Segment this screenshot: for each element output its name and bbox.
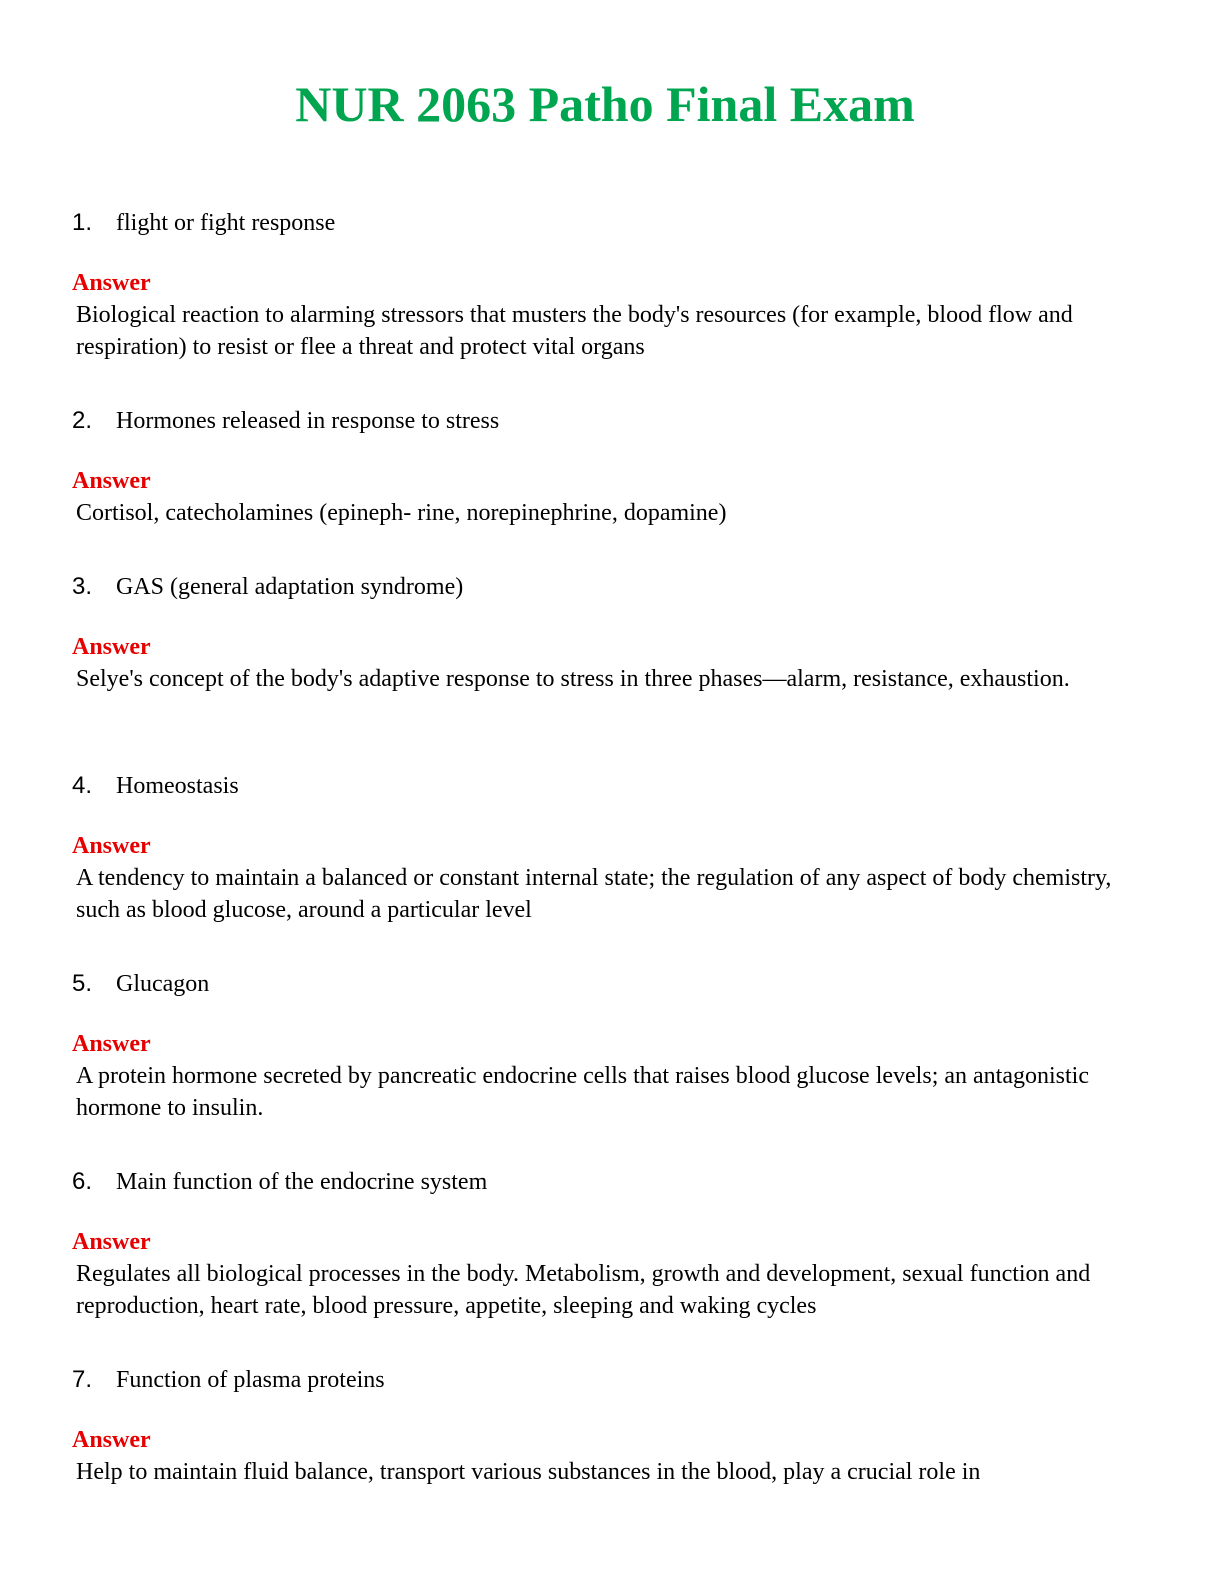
question-line <box>72 205 1132 241</box>
question-text: Glucagon <box>116 971 210 997</box>
question-line <box>72 966 1132 1002</box>
question-text: GAS (general adaptation syndrome) <box>116 574 464 600</box>
question-text: Homeostasis <box>116 773 239 799</box>
question-line <box>72 1362 1132 1398</box>
question-block-7 <box>72 1362 1132 1488</box>
question-number: 5. <box>72 970 93 997</box>
answer-label: Answer <box>72 270 151 296</box>
question-number: 2. <box>72 407 93 434</box>
question-block-1 <box>72 205 1132 363</box>
answer-text: Biological reaction to alarming stressors that musters the body's resources (for example, blood flow and respiration) to resist or flee a threat and protect vital organs <box>76 302 1073 360</box>
answer-label: Answer <box>72 1031 151 1057</box>
question-text: Main function of the endocrine system <box>116 1169 488 1195</box>
answer-label: Answer <box>72 1427 151 1453</box>
question-text: flight or fight response <box>116 210 336 236</box>
question-number: 6. <box>72 1168 93 1195</box>
answer-text: Regulates all biological processes in the body. Metabolism, growth and development, sexual function and reproduction, heart rate, blood pressure, appetite, sleeping and waking cycles <box>76 1261 1091 1319</box>
question-line <box>72 403 1132 439</box>
answer-text: Cortisol, catecholamines (epineph- rine, norepinephrine, dopamine) <box>76 500 727 526</box>
question-number: 7. <box>72 1366 93 1393</box>
answer-label: Answer <box>72 1229 151 1255</box>
question-block-4 <box>72 768 1132 926</box>
question-text: Hormones released in response to stress <box>116 408 500 434</box>
answer-label: Answer <box>72 634 151 660</box>
question-number: 4. <box>72 772 93 799</box>
question-block-2 <box>72 403 1132 529</box>
answer-text: A tendency to maintain a balanced or constant internal state; the regulation of any aspect of body chemistry, such as blood glucose, around a particular level <box>76 865 1112 923</box>
question-text: Function of plasma proteins <box>116 1367 385 1393</box>
answer-text: Help to maintain fluid balance, transport various substances in the blood, play a crucial role in <box>76 1459 981 1485</box>
question-line <box>72 1164 1132 1200</box>
question-block-5 <box>72 966 1132 1124</box>
answer-text: A protein hormone secreted by pancreatic endocrine cells that raises blood glucose levels; an antagonistic hormone to insulin. <box>76 1063 1089 1121</box>
question-line <box>72 768 1132 804</box>
answer-text: Selye's concept of the body's adaptive response to stress in three phases—alarm, resistance, exhaustion. <box>76 666 1070 692</box>
question-block-3 <box>72 569 1132 695</box>
question-line <box>72 569 1132 605</box>
question-number: 3. <box>72 573 93 600</box>
answer-label: Answer <box>72 468 151 494</box>
answer-label: Answer <box>72 833 151 859</box>
question-number: 1. <box>72 209 93 236</box>
question-block-6 <box>72 1164 1132 1322</box>
page-title: NUR 2063 Patho Final Exam <box>295 76 915 132</box>
